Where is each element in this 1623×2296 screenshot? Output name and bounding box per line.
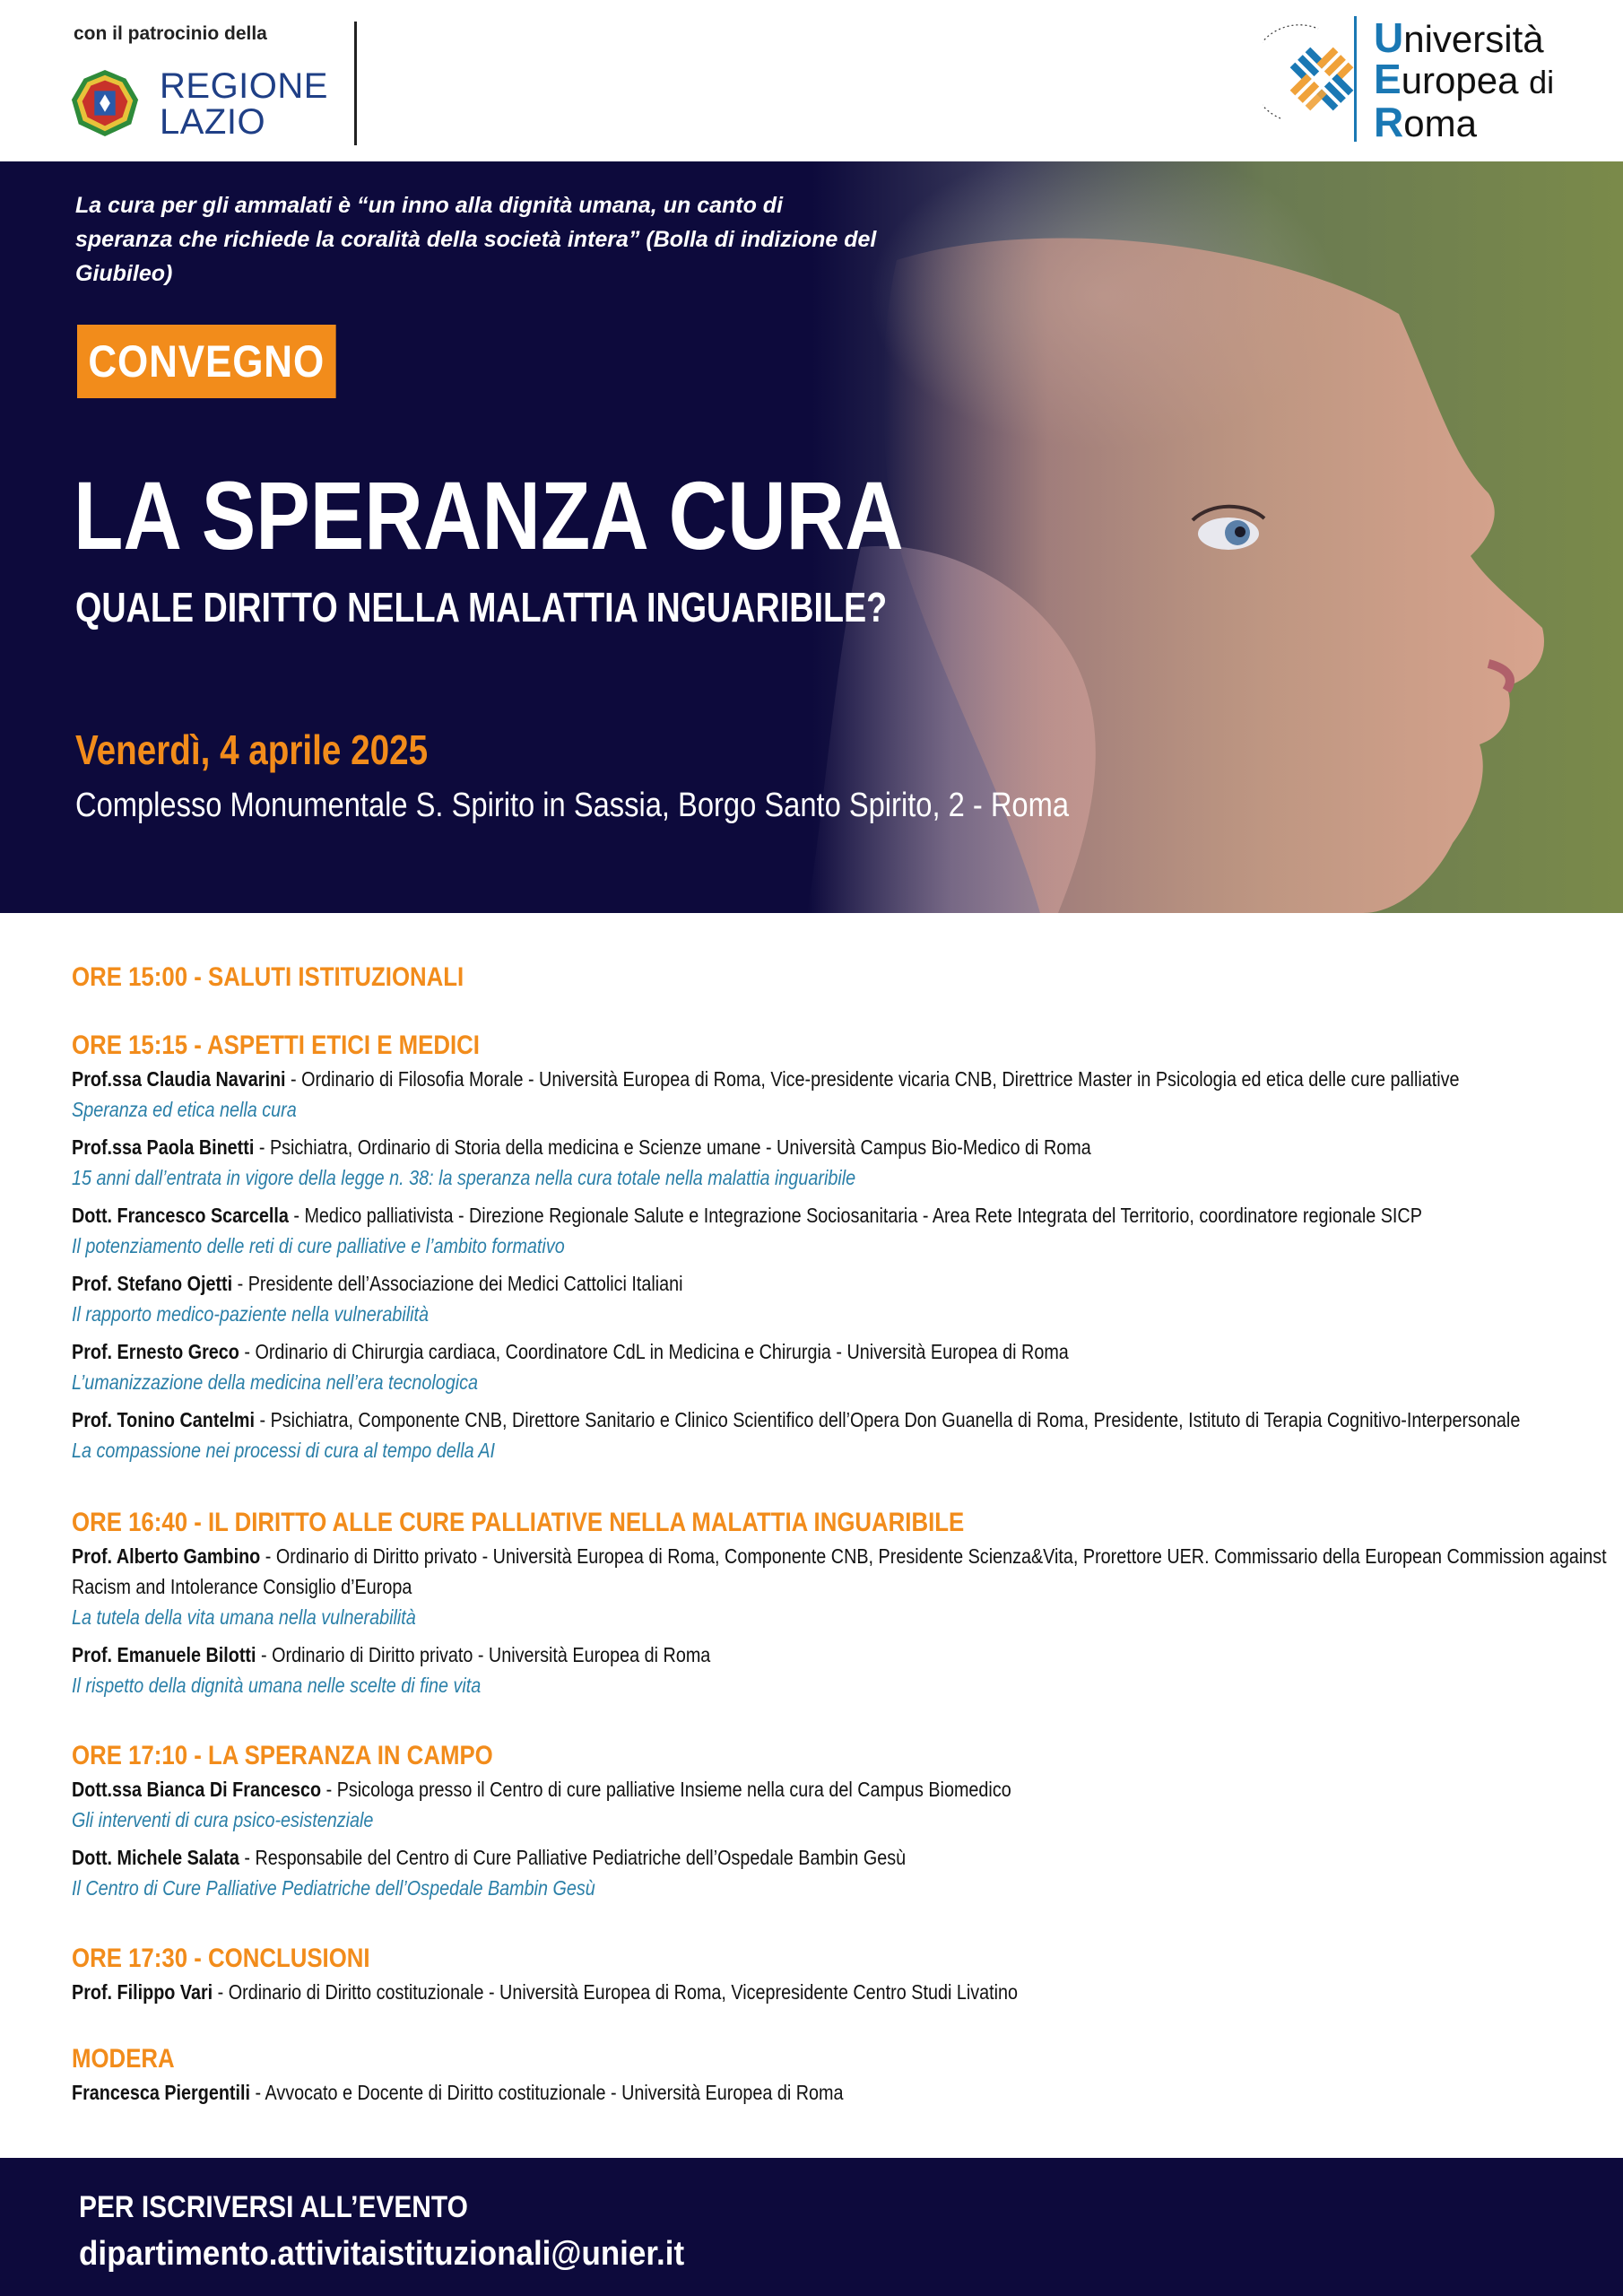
event-venue: Complesso Monumentale S. Spirito in Sassia, Borgo Santo Spirito, 2 - Roma (75, 787, 1070, 824)
speaker-name: Prof.ssa Paola Binetti (72, 1135, 255, 1159)
uer-word-roma: oma (1403, 102, 1477, 144)
section-heading: ORE 15:00 - SALUTI ISTITUZIONALI (72, 962, 464, 992)
talk-title: Il Centro di Cure Palliative Pediatriche dell’Ospedale Bambin Gesù (72, 1876, 595, 1900)
speaker-role: - Ordinario di Diritto privato - Università Europea di Roma, Componente CNB, Presidente Scienza&Vita, Prorettore UER. Commissario della European Commission against Racism and Intolerance Consiglio d’Europa (72, 1544, 1607, 1598)
uer-initial-e: E (1374, 56, 1402, 102)
talk-title: Il potenziamento delle reti di cure palliative e l’ambito formativo (72, 1234, 565, 1257)
speaker-line (72, 1268, 1584, 1299)
speaker-name: Dott. Michele Salata (72, 1846, 239, 1869)
uer-initial-u: U (1374, 14, 1404, 61)
region-line2: LAZIO (160, 102, 266, 142)
registration-email[interactable]: dipartimento.attivitaistituzionali@unier.it (79, 2235, 685, 2273)
event-subtitle: QUALE DIRITTO NELLA MALATTIA INGUARIBILE? (75, 584, 888, 631)
speaker-role: - Ordinario di Chirurgia cardiaca, Coordinatore CdL in Medicina e Chirurgia - Università Europea di Roma (239, 1340, 1069, 1363)
event-title: LA SPERANZA CURA (74, 461, 904, 570)
speaker-name: Prof. Ernesto Greco (72, 1340, 239, 1363)
speaker-line (72, 1200, 1584, 1231)
speaker-name: Dott. Francesco Scarcella (72, 1204, 289, 1227)
speaker-line (72, 1977, 1584, 2007)
speaker-line (72, 1842, 1584, 1873)
program-section (72, 1028, 1596, 1473)
program-section (72, 1505, 1607, 1708)
uer-word-universita: niversità (1403, 18, 1544, 60)
speaker-line (72, 1132, 1584, 1162)
program-section (72, 1738, 1596, 1910)
speaker-role: - Psicologa presso il Centro di cure palliative Insieme nella cura del Campus Biomedico (321, 1778, 1011, 1801)
talk-title: 15 anni dall’entrata in vigore della legge n. 38: la speranza nella cura totale nella malattia inguaribile (72, 1166, 856, 1189)
speaker-name: Prof. Tonino Cantelmi (72, 1408, 256, 1431)
speaker-name: Francesca Piergentili (72, 2081, 250, 2104)
section-heading: ORE 15:15 - ASPETTI ETICI E MEDICI (72, 1031, 480, 1060)
event-type-badge: CONVEGNO (77, 325, 335, 398)
speaker-line (72, 2077, 1584, 2108)
lazio-crest-icon (70, 68, 140, 138)
speaker-name: Prof.ssa Claudia Navarini (72, 1067, 286, 1091)
hero-banner (0, 161, 1623, 913)
speaker-role: - Psichiatra, Componente CNB, Direttore Sanitario e Clinico Scientifico dell’Opera Don Guanella di Roma, Presidente, Istituto di Terapia Cognitivo-Interpersonale (255, 1408, 1521, 1431)
speaker-line (72, 1336, 1584, 1367)
uer-word-europea: uropea (1401, 59, 1519, 101)
talk-title: L’umanizzazione della medicina nell’era tecnologica (72, 1370, 479, 1394)
header (0, 0, 1623, 161)
patronage-label: con il patrocinio della (74, 23, 267, 44)
uer-initial-r: R (1374, 99, 1404, 145)
program-section (72, 1941, 1596, 2007)
university-name (1374, 14, 1555, 145)
speaker-line (72, 1774, 1584, 1805)
registration-footer (0, 2158, 1623, 2296)
registration-label: PER ISCRIVERSI ALL’EVENTO (79, 2190, 468, 2224)
speaker-line (72, 1405, 1584, 1435)
speaker-role: - Avvocato e Docente di Diritto costituzionale - Università Europea di Roma (249, 2081, 844, 2104)
section-heading: ORE 16:40 - IL DIRITTO ALLE CURE PALLIATIVE NELLA MALATTIA INGUARIBILE (72, 1508, 965, 1537)
speaker-line (72, 1541, 1623, 1602)
speaker-role: - Presidente dell’Associazione dei Medici Cattolici Italiani (232, 1272, 683, 1295)
speaker-role: - Psichiatra, Ordinario di Storia della medicina e Scienze umane - Università Campus Bio-Medico di Roma (254, 1135, 1091, 1159)
talk-title: La compassione nei processi di cura al tempo della AI (72, 1439, 496, 1462)
speaker-role: - Ordinario di Diritto privato - Università Europea di Roma (256, 1643, 711, 1666)
speaker-line (72, 1064, 1584, 1094)
program-section (72, 960, 1596, 996)
talk-title: La tutela della vita umana nella vulnerabilità (72, 1605, 416, 1629)
speaker-role: - Responsabile del Centro di Cure Palliative Pediatriche dell’Ospedale Bambin Gesù (239, 1846, 907, 1869)
region-line1: REGIONE (160, 66, 328, 106)
talk-title: Speranza ed etica nella cura (72, 1098, 297, 1121)
uer-word-di: di (1529, 64, 1555, 100)
talk-title: Gli interventi di cura psico-esistenziale (72, 1808, 374, 1831)
event-date: Venerdì, 4 aprile 2025 (75, 726, 429, 773)
speaker-role: - Ordinario di Diritto costituzionale - Università Europea di Roma, Vicepresidente Centro Studi Livatino (213, 1980, 1019, 2004)
program (0, 913, 1623, 2158)
speaker-name: Prof. Filippo Vari (72, 1980, 213, 2004)
section-heading: ORE 17:30 - CONCLUSIONI (72, 1944, 370, 1973)
section-heading: MODERA (72, 2044, 175, 2074)
speaker-name: Dott.ssa Bianca Di Francesco (72, 1778, 322, 1801)
speaker-name: Prof. Emanuele Bilotti (72, 1643, 256, 1666)
jubilee-quote: La cura per gli ammalati è “un inno alla dignità umana, un canto di speranza che richiede la coralità della società intera” (Bolla di indizione del Giubileo) (75, 193, 877, 286)
program-section (72, 2041, 1596, 2108)
talk-title: Il rispetto della dignità umana nelle scelte di fine vita (72, 1674, 482, 1697)
section-heading: ORE 17:10 - LA SPERANZA IN CAMPO (72, 1741, 493, 1770)
header-divider (354, 22, 357, 145)
region-name (160, 68, 328, 140)
speaker-name: Prof. Stefano Ojetti (72, 1272, 233, 1295)
speaker-name: Prof. Alberto Gambino (72, 1544, 261, 1568)
uer-logo-icon (1263, 13, 1365, 145)
speaker-role: - Medico palliativista - Direzione Regionale Salute e Integrazione Sociosanitaria - Area Rete Integrata del Territorio, coordinatore regionale SICP (288, 1204, 1422, 1227)
speaker-role: - Ordinario di Filosofia Morale - Università Europea di Roma, Vice-presidente vicaria CNB, Direttrice Master in Psicologia ed etica delle cure palliative (285, 1067, 1460, 1091)
talk-title: Il rapporto medico-paziente nella vulnerabilità (72, 1302, 430, 1326)
speaker-line (72, 1639, 1584, 1670)
